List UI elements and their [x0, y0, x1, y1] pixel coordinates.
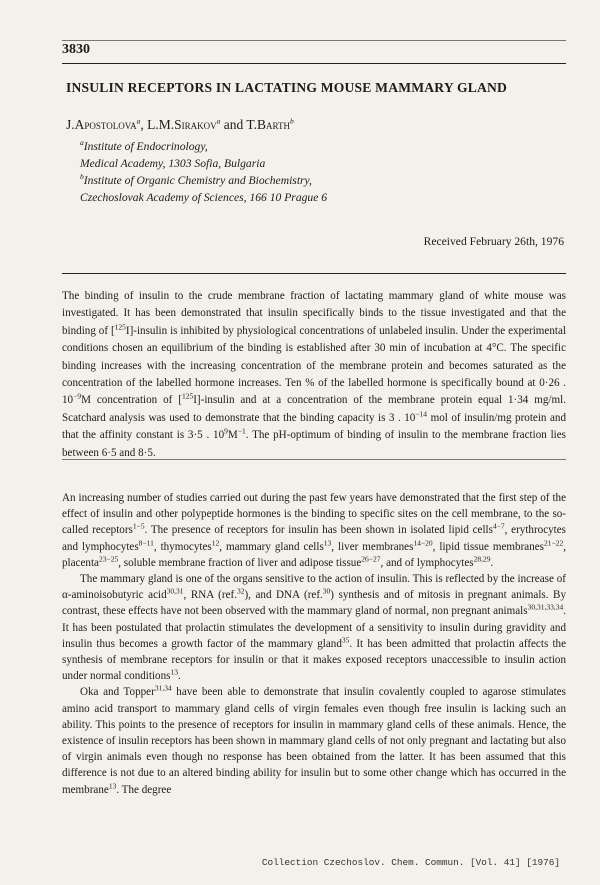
article-body — [62, 490, 566, 798]
journal-footer: Collection Czechoslov. Chem. Commun. [Vol. 41] [1976] — [261, 857, 560, 868]
header-rule — [62, 63, 566, 64]
affiliation-a-line-1: $^a$Institute of Endocrinology, — [80, 138, 208, 153]
page-number: 3830 — [62, 42, 90, 57]
author-conjunction: and — [223, 117, 244, 132]
abstract-top-rule — [62, 273, 566, 274]
author-3: T.Barth$^b$ — [246, 116, 294, 132]
affiliation-a-line-2: Medical Academy, 1303 Sofia, Bulgaria — [80, 157, 266, 170]
paragraph-2: The mammary gland is one of the organs sensitive to the action of insulin. This is reflected by the increase of α-aminoisobutyric acid$^{30,31}$, RNA (ref.$^{32}$), and DNA (ref.$^{30}$) synthesis and of mitosis in pregnant animals. By contrast, these effects have not been observed with the mammary gland of normal, non pregnant animals$^{30,31,33,34}$. It has been postulated that prolactin stimulates the development of a sensitivity to insulin during gravidity and insulin thus becomes a growth factor of the mammary gland$^{35}$. It has been admitted that prolactin affects the synthesis of membrane receptors for insulin or that it makes exposed receptors unaccessible to insulin action under normal conditions$^{13}$. — [62, 573, 567, 683]
author-2: L.M.Sirakov$^a$ — [147, 116, 221, 132]
affiliation-b-line-2: Czechoslovak Academy of Sciences, 166 10 Prague 6 — [80, 191, 328, 204]
header-top-rule — [62, 40, 566, 41]
received-date: Received February 26th, 1976 — [423, 235, 564, 248]
affiliation-b-line-1: $^b$Institute of Organic Chemistry and Biochemistry, — [80, 172, 312, 187]
paragraph-1: An increasing number of studies carried out during the past few years have demonstrated that the first step of the effect of insulin and other polypeptide hormones is the binding to specific sites on the cell membrane, to the so-called receptors$^{1-5}$. The presence of receptors for insulin has been shown in isolated lipid cells$^{4-7}$, erythrocytes and lymphocytes$^{8-11}$, thymocytes$^{12}$, mammary gland cells$^{13}$, liver membranes$^{14-20}$, lipid tissue membranes$^{21-22}$, placenta$^{23-25}$, soluble membrane fraction of liver and adipose tissue$^{26-27}$, and of lymphocytes$^{28,29}$. — [62, 492, 567, 569]
author-1: J.Apostolova$^a$ — [66, 116, 141, 132]
abstract-text: The binding of insulin to the crude membrane fraction of lactating mammary gland of white mouse was investigated. It has been demonstrated that insulin specifically binds to the tissue investigated and that the binding of [$^{125}$I]-insulin is inhibited by physiological concentrations of unlabeled insulin. Under the experimental conditions chosen an equilibrium of the binding is established after 30 min of incubation at 4°C. The specific binding increases with the increasing concentration of the membrane protein and becomes saturated as the concentration of the labelled hormone increases. Ten % of the labelled hormone is specifically bound at 0·26 . $10^{-9}M$ concentration of [$^{125}$I]-insulin and at a concentration of the membrane protein equal 1·34 mg/ml. Scatchard analysis was used to demonstrate that the binding capacity is 3 . $10^{-14}$ mol of insulin/mg protein and that the affinity constant is 3·5 . $10^9M^{-1}$. The pH-optimum of binding of insulin to the membrane fraction lies between 6·5 and 8·5. — [62, 290, 566, 459]
article-title: INSULIN RECEPTORS IN LACTATING MOUSE MAMMARY GLAND — [66, 80, 508, 95]
abstract — [62, 288, 566, 462]
author-line: J.Apostolova$^a$, L.M.Sirakov$^a$ and T.Barth$^b$ — [66, 116, 294, 132]
paragraph-3: Oka and Topper$^{31,34}$ have been able to demonstrate that insulin covalently coupled to agarose stimulates amino acid transport to mammary gland cells of virgin females even though free insulin is lacking such an ability. This points to the presence of receptors for insulin in mammary gland cells of these animals. Hence, the existence of insulin receptors has been shown in mammary gland cells of not only pregnant and lactating but also of virgin animals even though no response has been obtained from the latter. It has been assumed that this difference is not due to an altered binding ability for insulin but to some other change which has occurred in the membrane$^{13}$. The degree — [62, 683, 566, 796]
abstract-bottom-rule — [62, 459, 566, 460]
affiliations — [80, 138, 327, 206]
